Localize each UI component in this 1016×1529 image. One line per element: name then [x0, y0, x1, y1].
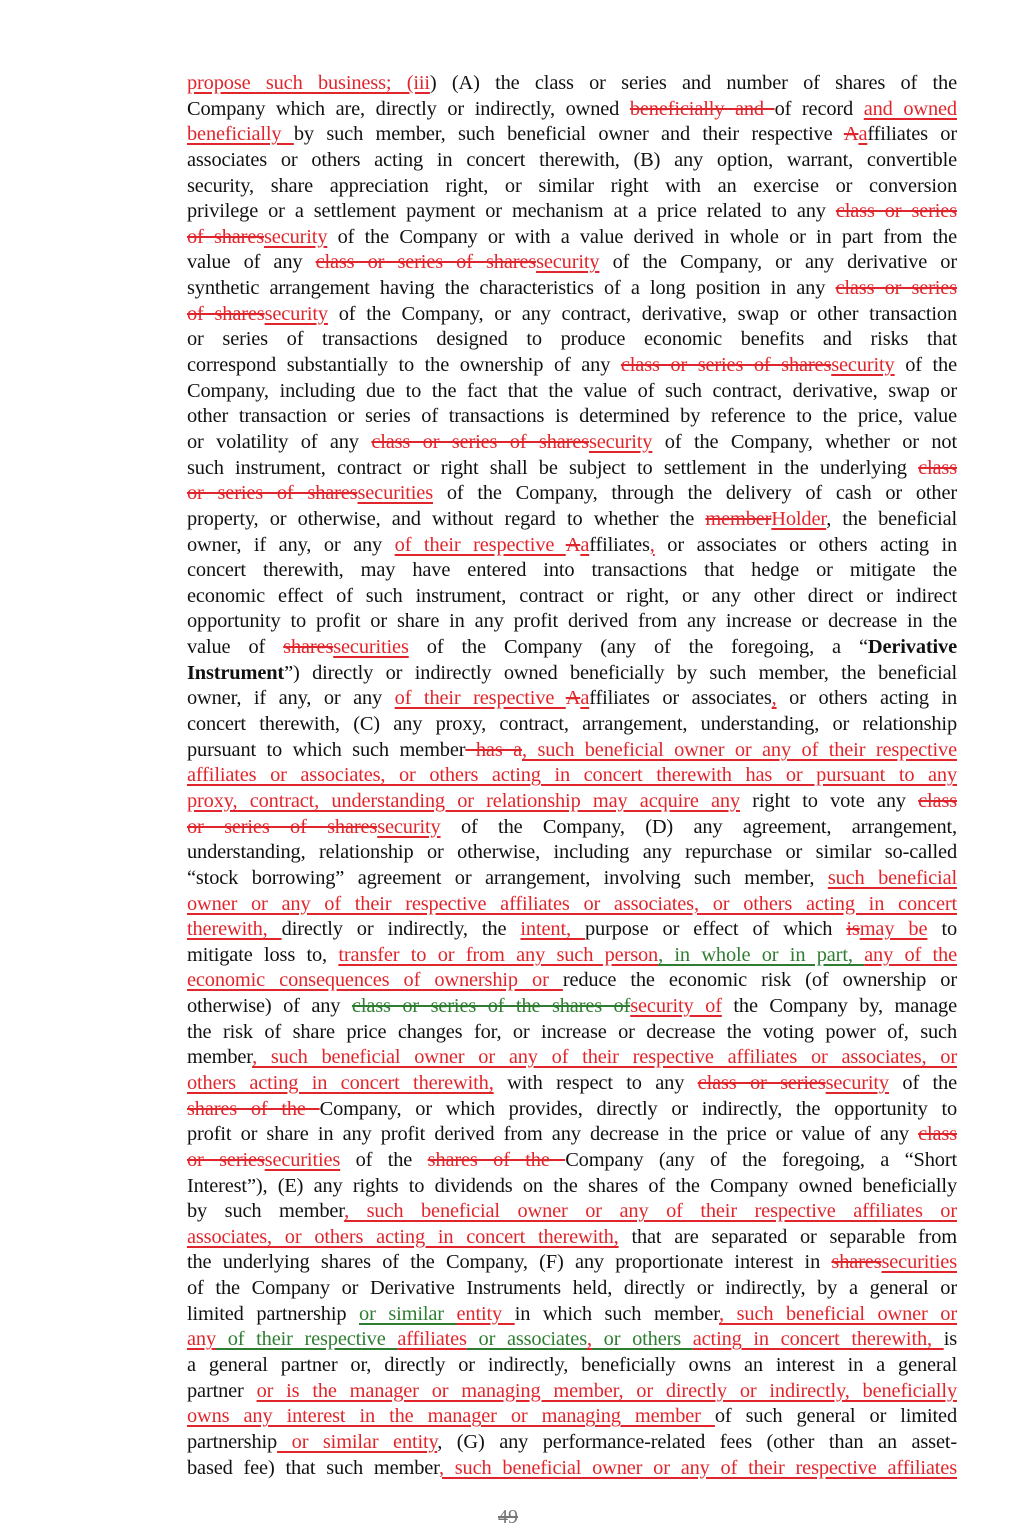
- inserted-text: security: [264, 302, 328, 325]
- inserted-text: associates, or others acting in concert therewith,: [187, 1225, 619, 1248]
- text-run: “stock borrowing” agreement or arrangement, involving such member,: [187, 866, 828, 889]
- inserted-text: therewith,: [187, 918, 282, 941]
- inserted-text: ,: [649, 533, 655, 556]
- document-line: [187, 1456, 957, 1482]
- document-line: [187, 148, 957, 174]
- text-run: economic effect of such instrument, contract or right, or any other direct or indirect: [187, 584, 957, 607]
- document-line: [187, 1430, 957, 1456]
- document-line: [187, 1071, 957, 1097]
- document-line: [187, 122, 957, 148]
- text-run: purpose or effect of which: [584, 918, 847, 941]
- moved-inserted-text: of their respective: [216, 1328, 398, 1351]
- document-line: [187, 840, 957, 866]
- inserted-text: acting in concert therewith,: [692, 1328, 944, 1351]
- inserted-text: securities: [264, 1148, 341, 1171]
- text-run: with respect to any: [493, 1071, 698, 1094]
- text-run: partnership: [187, 1430, 278, 1453]
- text-run: partner: [187, 1379, 257, 1402]
- deleted-text: is: [846, 918, 860, 941]
- text-run: Company, or which provides, directly or indirectly, the opportunity to: [319, 1097, 958, 1120]
- inserted-text: entity: [456, 1302, 515, 1325]
- text-run: the Company by, manage: [721, 995, 957, 1018]
- document-line: [187, 1250, 957, 1276]
- inserted-text: intent,: [520, 918, 585, 941]
- text-run: ”) directly or indirectly owned beneficially by such member, the beneficial: [284, 661, 957, 684]
- text-run: ffiliates or: [867, 123, 957, 146]
- document-line: [187, 353, 957, 379]
- document-line: [187, 302, 957, 328]
- text-run: of the Company, (D) any agreement, arrangement,: [440, 815, 957, 838]
- text-run: or volatility of any: [187, 430, 372, 453]
- text-run: , the beneficial: [826, 507, 957, 530]
- document-line: [187, 507, 957, 533]
- document-line: [187, 1122, 957, 1148]
- text-run: concert therewith, (C) any proxy, contract, arrangement, understanding, or relationship: [187, 713, 957, 736]
- deleted-text: beneficially and: [629, 97, 775, 120]
- text-run: in which such member: [514, 1302, 720, 1325]
- inserted-text: security: [377, 815, 441, 838]
- document-line: [187, 533, 957, 559]
- inserted-text: a: [580, 687, 590, 710]
- document-line: [187, 584, 957, 610]
- text-run: opportunity to profit or share in any profit derived from any increase or decrease in the: [187, 610, 957, 633]
- inserted-text: propose such business; (iii: [187, 72, 430, 94]
- document-line: [187, 327, 957, 353]
- deleted-text: of shares: [187, 302, 265, 325]
- inserted-text: security of: [630, 995, 722, 1018]
- deleted-text: or series of shares: [187, 482, 358, 505]
- text-run: property, or otherwise, and without regard to whether the: [187, 507, 706, 530]
- inserted-text: of their respective: [394, 533, 566, 556]
- deleted-text: A: [565, 533, 581, 556]
- inserted-text: a: [580, 533, 590, 556]
- text-run: profit or share in any profit derived from any decrease in the price or value of any: [187, 1123, 919, 1146]
- text-run: of the Company, or any contract, derivative, swap or other transaction: [327, 302, 957, 325]
- document-line: [187, 712, 957, 738]
- text-run: ffiliates or associates: [589, 687, 772, 710]
- document-line: [187, 430, 957, 456]
- deleted-text: shares: [283, 636, 334, 659]
- inserted-text: affiliates: [397, 1328, 467, 1351]
- deleted-text: or series of shares: [187, 815, 378, 838]
- text-run: synthetic arrangement having the characteristics of a long position in any: [187, 277, 836, 300]
- deleted-text: A: [565, 687, 581, 710]
- text-run: value of: [187, 636, 284, 659]
- document-line: [187, 968, 957, 994]
- inserted-text: security: [536, 251, 600, 274]
- text-run: directly or indirectly, the: [281, 918, 521, 941]
- inserted-text: Holder: [771, 507, 827, 530]
- inserted-text: such beneficial: [827, 866, 957, 889]
- inserted-text: a: [858, 123, 868, 146]
- inserted-text: affiliates or associates, or others acting in concert therewith has or pursuant to any: [187, 764, 957, 787]
- inserted-text: securities: [881, 1251, 957, 1274]
- document-line: [187, 1148, 957, 1174]
- moved-inserted-text: or similar: [359, 1302, 457, 1325]
- document-line: [187, 815, 957, 841]
- inserted-text: owns any interest in the manager or managing member: [187, 1405, 715, 1428]
- inserted-text: , such beneficial owner or any of their respective affiliates or: [344, 1200, 957, 1223]
- inserted-text: , such beneficial owner or: [719, 1302, 957, 1325]
- document-line: [187, 661, 957, 687]
- document-line: [187, 97, 957, 123]
- deleted-text: shares of the: [427, 1148, 566, 1171]
- document-line: [187, 609, 957, 635]
- inserted-text: any of the: [864, 943, 957, 966]
- deleted-text: shares of the: [187, 1097, 320, 1120]
- inserted-text: security: [825, 1071, 889, 1094]
- text-run: the risk of share price changes for, or increase or decrease the voting power of, such: [187, 1020, 957, 1043]
- inserted-text: of their respective: [394, 687, 566, 710]
- document-line: [187, 789, 957, 815]
- text-run: member: [187, 1046, 253, 1069]
- deleted-text: A: [843, 123, 859, 146]
- document-line: [187, 404, 957, 430]
- document-line: [187, 763, 957, 789]
- text-run: of the: [894, 354, 957, 377]
- text-run: of the Company or with a value derived in whole or in part from the: [327, 225, 957, 248]
- inserted-text: or similar entity: [277, 1430, 438, 1453]
- text-run: of the: [340, 1148, 428, 1171]
- document-line: [187, 1199, 957, 1225]
- deleted-text: class: [918, 456, 957, 479]
- text-run: or associates or others acting in: [654, 533, 958, 556]
- text-run: pursuant to which such member: [187, 738, 466, 761]
- inserted-text: , such beneficial owner or any of their respective affiliates or associates, or: [252, 1046, 957, 1069]
- deleted-text: class: [918, 789, 958, 812]
- deleted-text: class or series of shares: [315, 251, 537, 274]
- inserted-text: beneficially: [187, 123, 294, 146]
- document-line: [187, 994, 957, 1020]
- document-line: [187, 379, 957, 405]
- document-line: [187, 917, 957, 943]
- text-run: understanding, relationship or otherwise, including any repurchase or similar so-called: [187, 841, 957, 864]
- inserted-text: transfer to or from any such person: [338, 943, 659, 966]
- text-run: owner, if any, or any: [187, 687, 395, 710]
- document-line: [187, 1225, 957, 1251]
- inserted-text: economic consequences of ownership or: [187, 969, 563, 992]
- text-run: of the: [888, 1071, 957, 1094]
- inserted-text: securities: [357, 482, 433, 505]
- text-run: the underlying shares of the Company, (F) any proportionate interest in: [187, 1251, 832, 1274]
- deleted-text: shares: [831, 1251, 882, 1274]
- document-line: [187, 686, 957, 712]
- text-run: based fee) that such member: [187, 1456, 439, 1479]
- moved-deleted-text: class or series of the shares of: [351, 995, 631, 1018]
- inserted-text: ,: [771, 687, 777, 710]
- inserted-text: any: [187, 1328, 216, 1351]
- document-line: [187, 1327, 957, 1353]
- deleted-text: or series: [187, 1148, 265, 1171]
- document-line: [187, 1404, 957, 1430]
- text-run: Company (any of the foregoing, a “Short: [565, 1148, 957, 1171]
- document-line: [187, 558, 957, 584]
- text-run: , (G) any performance-related fees (other than an asset-: [437, 1430, 958, 1453]
- text-run: security, share appreciation right, or similar right with an exercise or conversion: [187, 174, 957, 197]
- text-run: of the Company, through the delivery of cash or other: [433, 482, 957, 505]
- deleted-text: of shares: [187, 225, 265, 248]
- document-line: [187, 1276, 957, 1302]
- inserted-text: or is the manager or managing member, or directly or indirectly, beneficially: [256, 1379, 957, 1402]
- text-run: value of any: [187, 251, 316, 274]
- inserted-text: security: [588, 430, 653, 453]
- document-line: [187, 276, 957, 302]
- defined-term: Instrument: [187, 661, 285, 684]
- text-run: a general partner or, directly or indirectly, beneficially owns an interest in a general: [187, 1354, 957, 1377]
- text-run: or series of transactions designed to produce economic benefits and risks that: [187, 328, 957, 351]
- document-line: [187, 1097, 957, 1123]
- document-line: [187, 635, 957, 661]
- document-line: [187, 481, 957, 507]
- document-line: [187, 1045, 957, 1071]
- text-run: by such member: [187, 1200, 345, 1223]
- moved-inserted-text: , in whole or in part,: [658, 943, 865, 966]
- text-run: Interest”), (E) any rights to dividends on the shares of the Company owned beneficially: [187, 1174, 957, 1197]
- deleted-text: class or series of shares: [620, 354, 832, 377]
- document-line: [187, 250, 957, 276]
- text-run: such instrument, contract or right shall be subject to settlement in the underlying: [187, 456, 919, 479]
- document-line: [187, 225, 957, 251]
- deleted-text: class: [918, 1123, 957, 1146]
- inserted-text: proxy, contract, understanding or relationship may acquire any: [187, 789, 740, 812]
- document-line: [187, 1020, 957, 1046]
- text-run: owner, if any, or any: [187, 533, 395, 556]
- document-line: [187, 199, 957, 225]
- page-number: 49: [498, 1506, 518, 1528]
- text-run: by such member, such beneficial owner and their respective: [293, 123, 844, 146]
- moved-inserted-text: or others: [591, 1328, 693, 1351]
- document-line: [187, 943, 957, 969]
- text-run: or others acting in: [776, 687, 958, 710]
- document-line: [187, 738, 957, 764]
- text-run: that are separated or separable from: [618, 1225, 957, 1248]
- inserted-text: ,: [587, 1328, 592, 1351]
- text-run: ffiliates: [589, 533, 650, 556]
- text-run: is: [943, 1328, 957, 1351]
- text-run: reduce the economic risk (of ownership or: [562, 969, 957, 992]
- text-run: of the Company (any of the foregoing, a “: [408, 636, 868, 659]
- inserted-text: security: [264, 225, 328, 248]
- document-line: [187, 892, 957, 918]
- document-line: [187, 866, 957, 892]
- text-run: to: [927, 918, 957, 941]
- inserted-text: may be: [859, 918, 928, 941]
- inserted-text: owner or any of their respective affiliates or associates, or others acting in concert: [187, 892, 957, 915]
- deleted-text: member: [705, 507, 772, 530]
- text-run: Company, including due to the fact that the value of such contract, derivative, swap or: [187, 379, 957, 402]
- document-page-body: [187, 71, 957, 1481]
- inserted-text: others acting in concert therewith,: [187, 1071, 494, 1094]
- text-run: Company which are, directly or indirectly, owned: [187, 97, 630, 120]
- text-run: of the Company or Derivative Instruments held, directly or indirectly, by a general or: [187, 1277, 957, 1300]
- inserted-text: and owned: [863, 97, 957, 120]
- text-run: otherwise) of any: [187, 995, 352, 1018]
- deleted-text: has a: [465, 738, 523, 761]
- document-line: [187, 1379, 957, 1405]
- inserted-text: securities: [333, 636, 409, 659]
- text-run: of the Company, whether or not: [652, 430, 957, 453]
- text-run: of record: [774, 97, 864, 120]
- text-run: mitigate loss to,: [187, 943, 339, 966]
- text-run: privilege or a settlement payment or mechanism at a price related to any: [187, 200, 836, 223]
- document-line: [187, 71, 957, 97]
- text-run: of the Company, or any derivative or: [599, 251, 957, 274]
- moved-inserted-text: or associates: [466, 1328, 587, 1351]
- text-run: associates or others acting in concert therewith, (B) any option, warrant, convertible: [187, 148, 957, 171]
- document-line: [187, 1302, 957, 1328]
- text-run: of such general or limited: [714, 1405, 957, 1428]
- text-run: right to vote any: [740, 789, 919, 812]
- document-line: [187, 1174, 957, 1200]
- text-run: correspond substantially to the ownership of any: [187, 354, 621, 377]
- text-run: limited partnership: [187, 1302, 360, 1325]
- document-line: [187, 174, 957, 200]
- inserted-text: , such beneficial owner or any of their respective: [522, 738, 957, 761]
- document-line: [187, 456, 957, 482]
- deleted-text: class or series: [835, 277, 957, 300]
- defined-term: Derivative: [867, 636, 957, 659]
- inserted-text: , such beneficial owner or any of their respective affiliates: [438, 1456, 957, 1479]
- deleted-text: class or series: [835, 200, 957, 223]
- document-line: [187, 1353, 957, 1379]
- deleted-text: class or series of shares: [371, 430, 589, 453]
- text-run: other transaction or series of transactions is determined by reference to the price, value: [187, 405, 957, 428]
- text-run: ) (A) the class or series and number of shares of the: [429, 72, 957, 94]
- text-run: concert therewith, may have entered into transactions that hedge or mitigate the: [187, 559, 957, 582]
- inserted-text: security: [831, 354, 895, 377]
- deleted-text: class or series: [697, 1071, 826, 1094]
